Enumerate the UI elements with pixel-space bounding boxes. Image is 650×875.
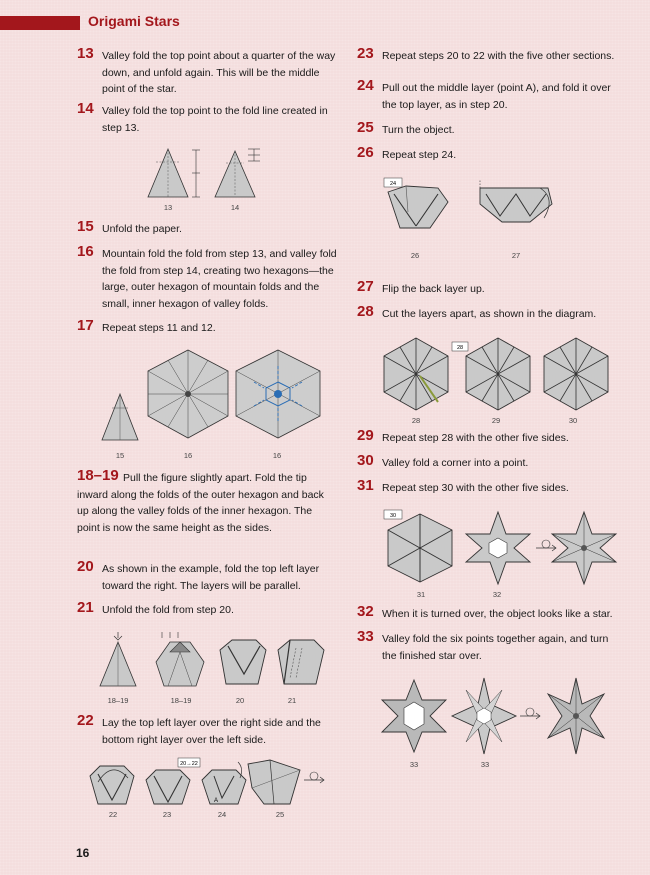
figure-label: 27 (511, 251, 521, 260)
step-13 (77, 45, 337, 98)
step-33 (357, 628, 622, 664)
step-number: 16 (77, 243, 94, 260)
step-text: Valley fold the six points together again, and turn the finished star over. (382, 633, 609, 662)
figure-label: 33 (480, 760, 490, 769)
step-number: 15 (77, 218, 94, 235)
step-number: 26 (357, 144, 374, 161)
step-20 (77, 558, 337, 594)
page-number: 16 (76, 846, 90, 860)
figure-13-14 (140, 145, 280, 200)
step-24 (357, 77, 622, 113)
step-number: 29 (357, 427, 374, 444)
figure-label: 21 (287, 696, 297, 705)
step-number: 13 (77, 45, 94, 62)
step-text: When it is turned over, the object looks like a star. (382, 608, 613, 620)
step-number: 18–19 (77, 467, 119, 484)
figure-label: 18–19 (107, 696, 129, 705)
step-text: Flip the back layer up. (382, 283, 485, 295)
step-number: 25 (357, 119, 374, 136)
figure-label: 25 (275, 810, 285, 819)
tag-24: 24 (389, 181, 397, 187)
step-number: 22 (77, 712, 94, 729)
step-text: Valley fold a corner into a point. (382, 457, 529, 469)
figure-label: 16 (272, 451, 282, 460)
step-number: 32 (357, 603, 374, 620)
step-text: Valley fold the top point about a quarter of the way down, and unfold again. This will be the middle point of the star. (102, 50, 336, 95)
step-number: 27 (357, 278, 374, 295)
figure-label: 20 (235, 696, 245, 705)
step-text: Mountain fold the fold from step 13, and valley fold the fold from step 14, creating two hexagons—the large, outer hexagon of mountain folds and the small, inner hexagon of valley folds. (102, 248, 337, 310)
figure-label: 33 (409, 760, 419, 769)
tag-28: 28 (456, 345, 464, 351)
step-text: Unfold the paper. (102, 223, 182, 235)
step-22 (77, 712, 337, 748)
point-a-label: A (214, 798, 219, 804)
step-text: Valley fold the top point to the fold line created in step 13. (102, 105, 328, 134)
figure-label: 18–19 (170, 696, 192, 705)
header-accent-bar (0, 16, 80, 30)
figure-label: 29 (491, 416, 501, 425)
figure-18-21 (98, 628, 338, 693)
step-30 (357, 452, 622, 472)
figure-label: 32 (492, 590, 502, 599)
step-number: 14 (77, 100, 94, 117)
step-14 (77, 100, 337, 136)
figure-31-32 (380, 508, 620, 586)
step-number: 31 (357, 477, 374, 494)
figure-label: 31 (416, 590, 426, 599)
figure-label: 24 (217, 810, 227, 819)
step-number: 24 (357, 77, 374, 94)
step-text: Repeat step 24. (382, 149, 457, 161)
step-16 (77, 243, 337, 312)
step-number: 30 (357, 452, 374, 469)
step-text: As shown in the example, fold the top left layer toward the right. The layers will be parallel. (102, 563, 320, 592)
step-text: Repeat step 30 with the other five sides. (382, 482, 569, 494)
figure-15-16 (100, 346, 335, 446)
figure-label: 15 (115, 451, 125, 460)
figure-33 (380, 676, 610, 756)
figure-label: 22 (108, 810, 118, 819)
figure-22-25 (88, 758, 338, 808)
step-18-19 (77, 467, 337, 536)
figure-label: 28 (411, 416, 421, 425)
step-text: Unfold the fold from step 20. (102, 604, 234, 616)
tag-30: 30 (389, 513, 397, 519)
step-31 (357, 477, 622, 497)
step-17 (77, 317, 337, 337)
figure-label: 26 (410, 251, 420, 260)
step-27 (357, 278, 622, 298)
figure-28-30 (380, 336, 610, 412)
figure-label: 23 (162, 810, 172, 819)
header-title: Origami Stars (88, 13, 180, 29)
step-number: 23 (357, 45, 374, 62)
step-text: Pull out the middle layer (point A), and fold it over the top layer, as in step 20. (382, 82, 611, 111)
step-29 (357, 427, 622, 447)
step-text: Cut the layers apart, as shown in the diagram. (382, 308, 597, 320)
step-number: 21 (77, 599, 94, 616)
figure-label: 13 (163, 203, 173, 212)
step-28 (357, 303, 622, 323)
step-23 (357, 45, 622, 65)
step-text: Repeat steps 20 to 22 with the five other sections. (382, 50, 615, 62)
step-number: 20 (77, 558, 94, 575)
step-text: Pull the figure slightly apart. Fold the tip inward along the folds of the outer hexagon and back up along the valley folds of the inner hexagon. The point is now the same height as the sides. (77, 472, 324, 534)
figure-label: 14 (230, 203, 240, 212)
step-number: 33 (357, 628, 374, 645)
step-text: Lay the top left layer over the right side and the bottom right layer over the left side. (102, 717, 321, 746)
step-32 (357, 603, 622, 623)
figure-26-27 (380, 176, 560, 236)
step-26 (357, 144, 622, 164)
step-text: Turn the object. (382, 124, 455, 136)
tag-20-22: 20→22 (180, 761, 198, 767)
step-number: 17 (77, 317, 94, 334)
step-21 (77, 599, 337, 619)
figure-label: 30 (568, 416, 578, 425)
figure-label: 16 (183, 451, 193, 460)
step-25 (357, 119, 622, 139)
step-15 (77, 218, 337, 238)
step-text: Repeat steps 11 and 12. (102, 322, 216, 334)
step-text: Repeat step 28 with the other five sides. (382, 432, 569, 444)
step-number: 28 (357, 303, 374, 320)
